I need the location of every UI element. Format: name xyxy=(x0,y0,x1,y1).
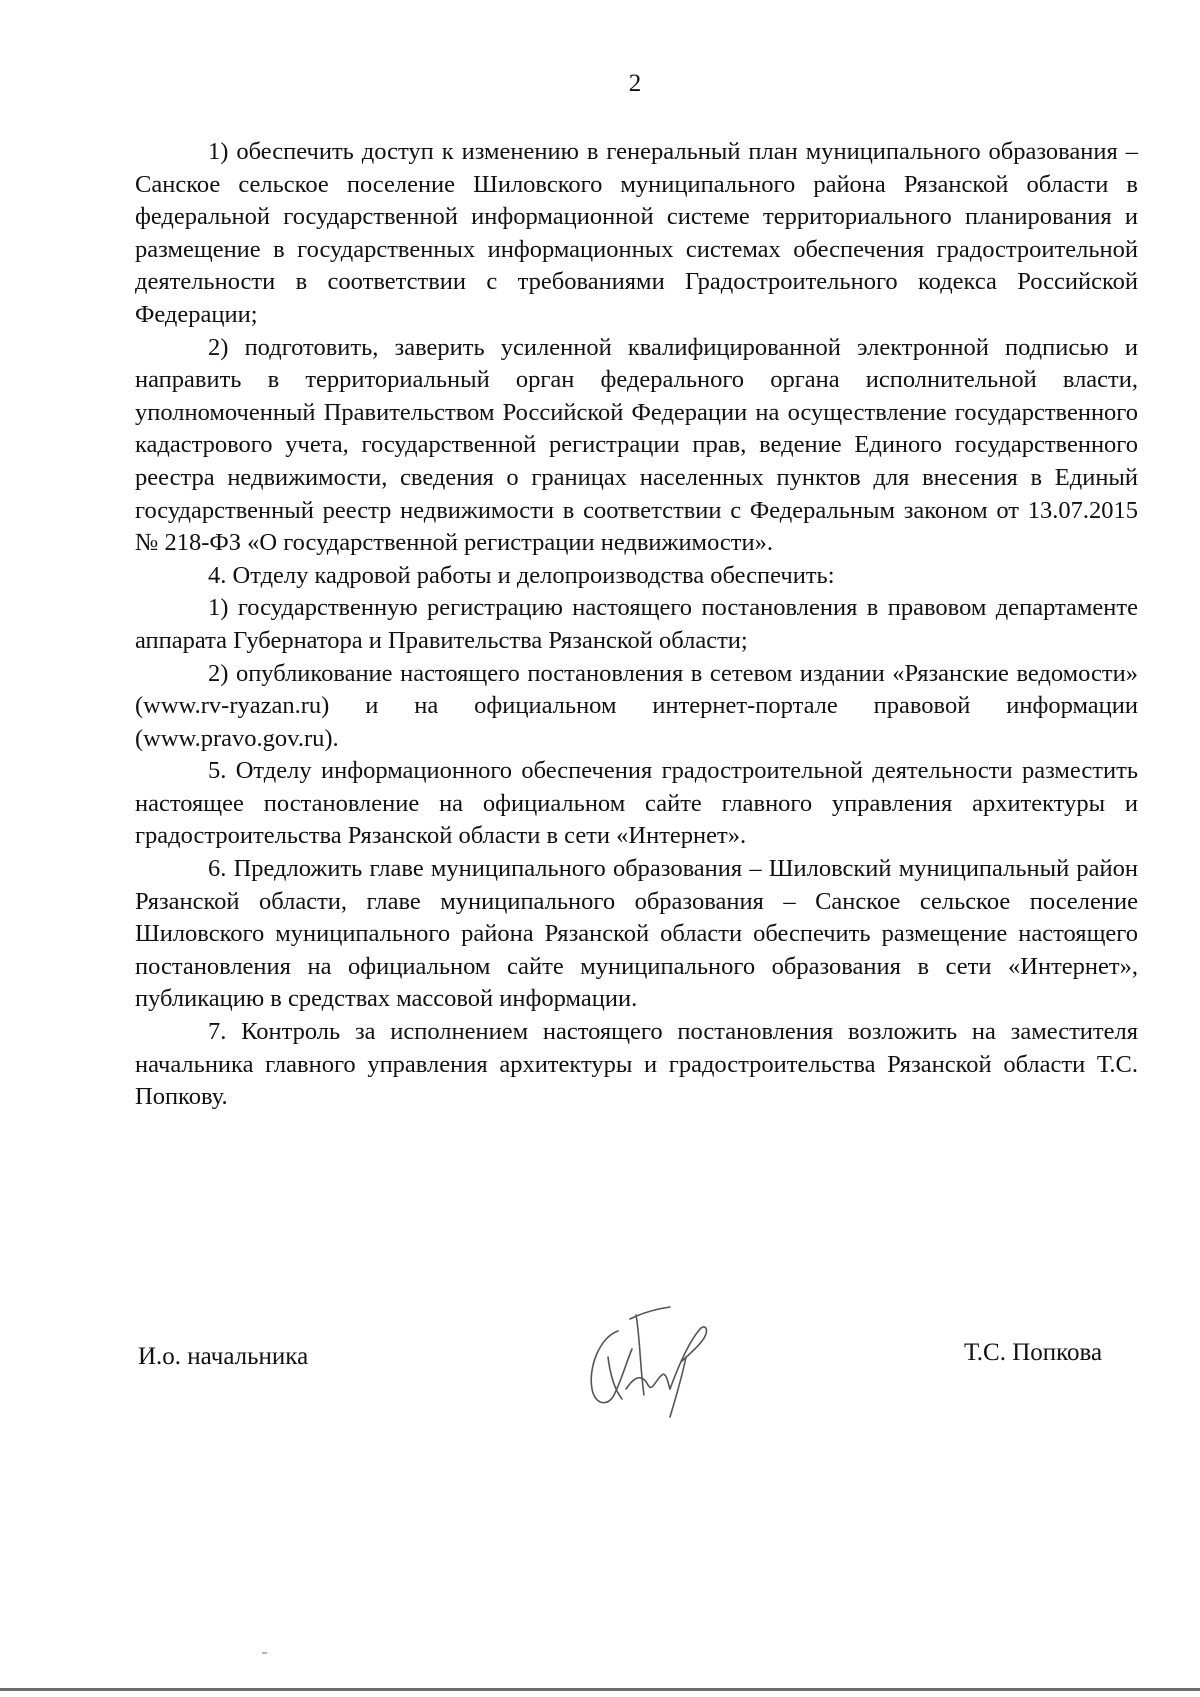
signer-position: И.о. начальника xyxy=(138,1343,309,1370)
paragraph-item-3-2: 2) подготовить, заверить усиленной квалифицированной электронной подписью и направить в территориальный орган федерального органа исполнительной власти, уполномоченный Правительством Российской Федерации на осуществление государственного кадастрового учета, государственной регистрации прав, ведение Единого государственного реестра недвижимости, сведения о границах населенных пунктов для внесения в Единый государственный реестр недвижимости в соответствии с Федеральным законом от 13.07.2015 № 218-ФЗ «О государственной регистрации недвижимости». xyxy=(135,333,1138,557)
page-number: 2 xyxy=(628,70,642,97)
paragraph-point-5: 5. Отделу информационного обеспечения градостроительной деятельности разместить настоящее постановление на официальном сайте главного управления архитектуры и градостроительства Рязанской области в сети «Интернет». xyxy=(135,757,1138,850)
paragraph-item-3-1: 1) обеспечить доступ к изменению в генеральный план муниципального образования – Санское сельское поселение Шиловского муниципального района Рязанской области в федеральной государственной информационной системе территориального планирования и размещение в государственных информационных системах обеспечения градостроительной деятельности в соответствии с требованиями Градостроительного кодекса Российской Федерации; xyxy=(135,138,1138,328)
scan-speck xyxy=(262,1652,267,1654)
paragraph-point-4: 4. Отделу кадровой работы и делопроизводства обеспечить: xyxy=(208,561,835,589)
handwritten-signature xyxy=(578,1297,738,1427)
paragraph-item-4-2: 2) опубликование настоящего постановления в сетевом издании «Рязанские ведомости» (www.rv-ryazan.ru) и на официальном интернет-портале правовой информации (www.pravo.gov.ru). xyxy=(135,659,1138,752)
paragraph-item-4-1: 1) государственную регистрацию настоящего постановления в правовом департаменте аппарата Губернатора и Правительства Рязанской области; xyxy=(135,594,1138,654)
document-body xyxy=(135,136,1138,1114)
paragraph-point-6: 6. Предложить главе муниципального образования – Шиловский муниципальный район Рязанской области, главе муниципального образования – Санское сельское поселение Шиловского муниципального района Рязанской области обеспечить размещение настоящего постановления на официальном сайте муниципального образования в сети «Интернет», публикацию в средствах массовой информации. xyxy=(135,855,1138,1013)
signer-name: Т.С. Попкова xyxy=(964,1339,1103,1366)
scan-edge-line xyxy=(0,1688,1200,1691)
paragraph-point-7: 7. Контроль за исполнением настоящего постановления возложить на заместителя начальника главного управления архитектуры и градостроительства Рязанской области Т.С. Попкову. xyxy=(135,1018,1138,1111)
